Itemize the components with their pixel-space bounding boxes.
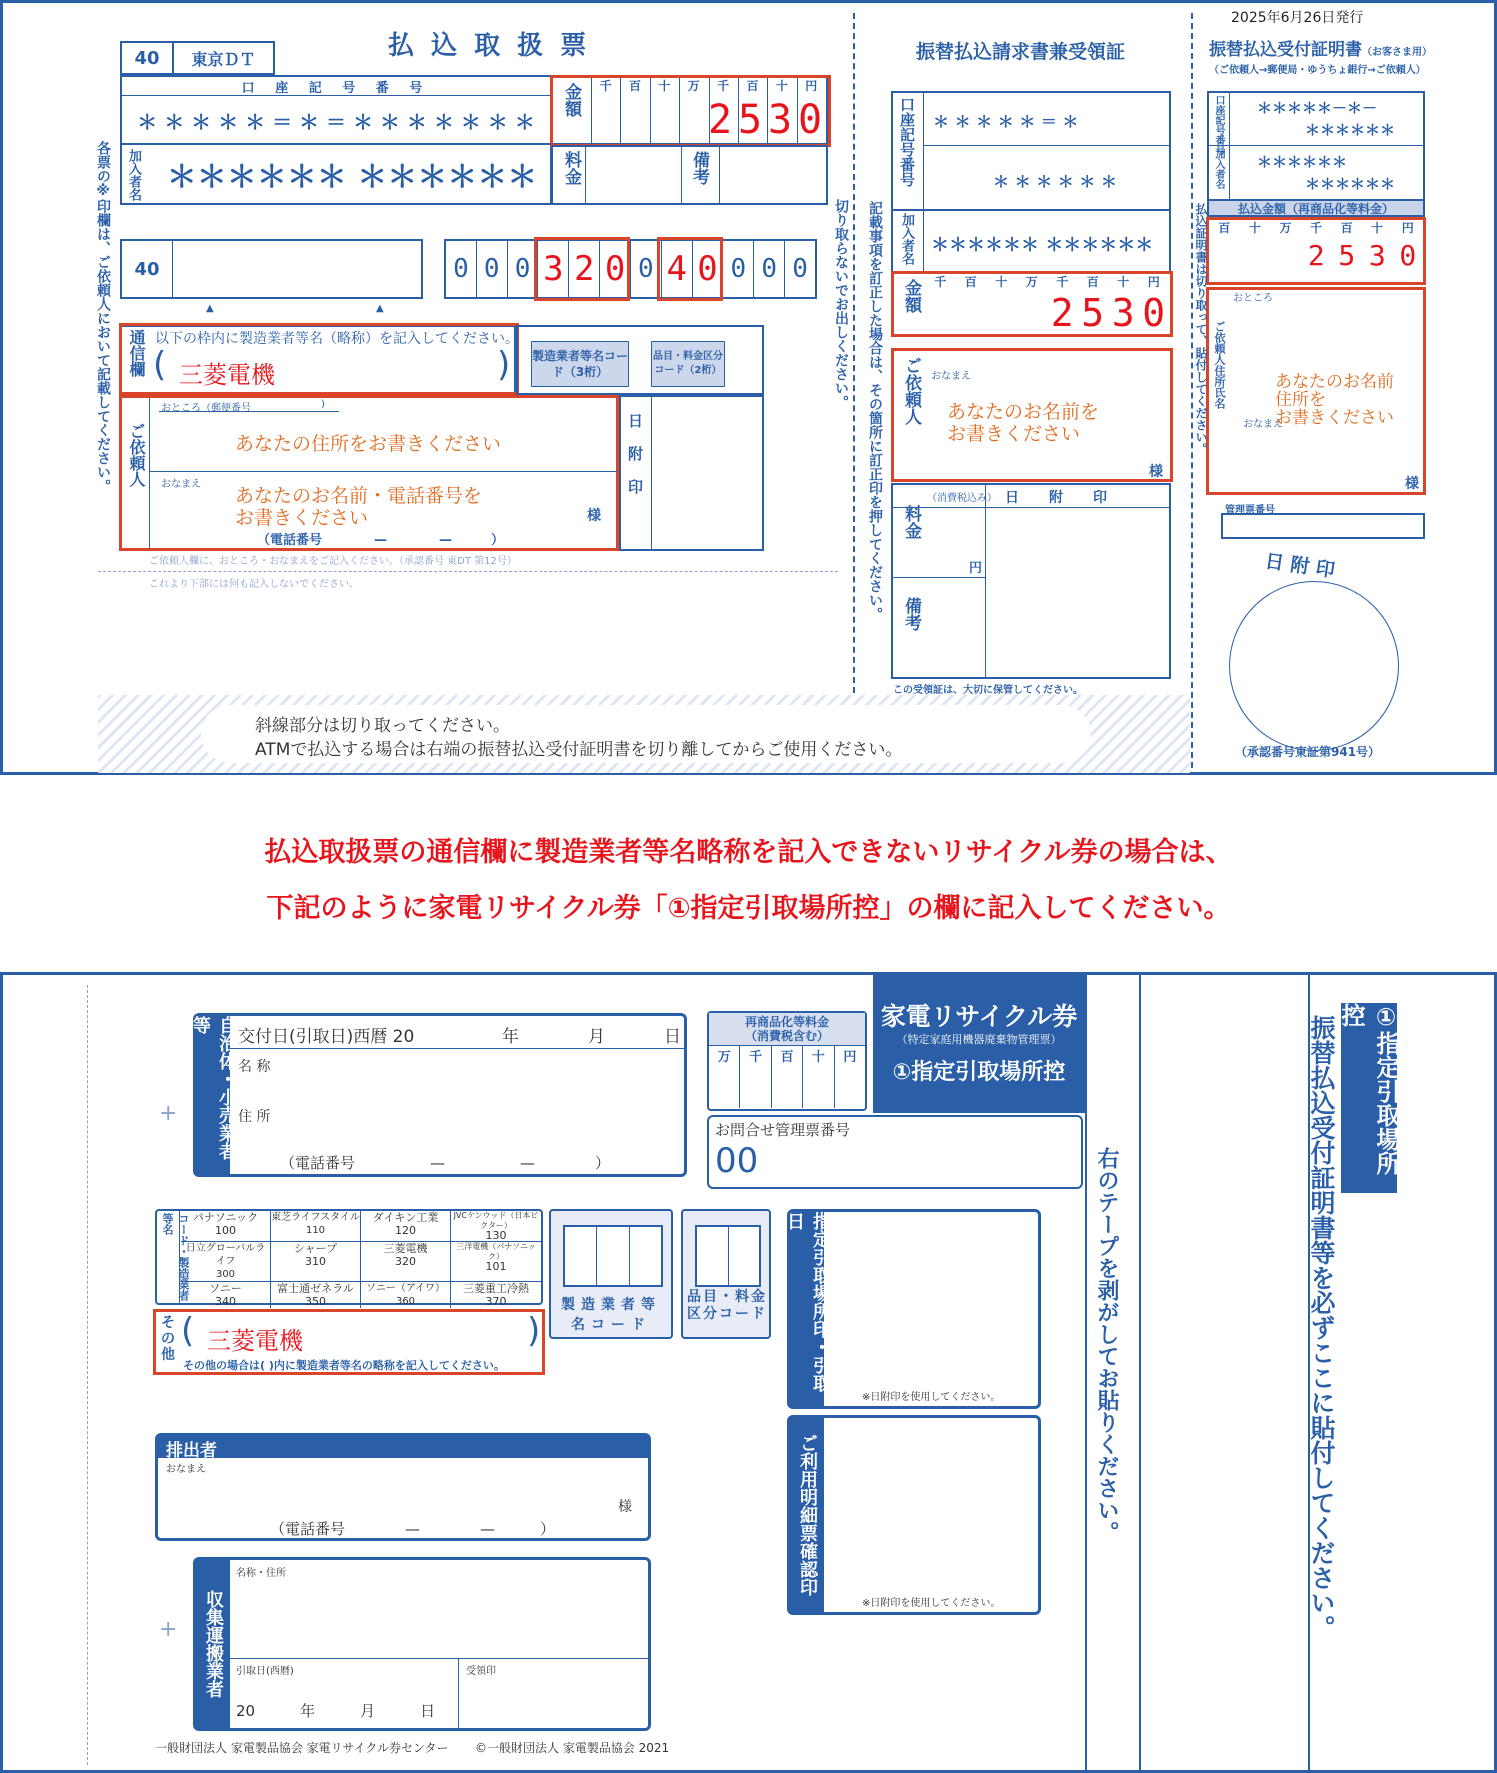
- code-digit: 0: [446, 241, 477, 297]
- crosshair-icon: +: [159, 1101, 178, 1126]
- maker-code: 110: [305, 1225, 326, 1236]
- maker-code-label: 製造業者等名コード: [561, 1297, 661, 1333]
- unit: 十: [1371, 221, 1384, 235]
- unit: 十: [1117, 275, 1130, 289]
- other-paren-right: ): [527, 1311, 541, 1351]
- amount-digit: 5: [737, 97, 763, 143]
- fee-header-2: （消費税含む）: [744, 1029, 829, 1043]
- maker-cell: [361, 1282, 451, 1308]
- maker-code: 100: [215, 1224, 236, 1237]
- other-note: その他の場合は( )内に製造業者等名の略称を記入してください。: [183, 1359, 505, 1372]
- maker-name: JVCケンウッド（日本ビクター）: [453, 1211, 539, 1230]
- cert-hint-2: 住所を: [1275, 390, 1326, 410]
- amount-digit: 5: [1081, 291, 1105, 335]
- maker-code: 130: [485, 1229, 507, 1242]
- receipt-stamp-label: 受領印: [466, 1666, 496, 1677]
- ticket-copy-name: ①指定引取場所控: [892, 1060, 1066, 1085]
- branch-code: 40: [120, 41, 174, 75]
- maker-cell: [181, 1242, 271, 1282]
- maker-cell: [181, 1211, 271, 1242]
- cert-title-small: （お客さま用）: [1362, 47, 1432, 58]
- code-digit: 2: [569, 241, 600, 297]
- right-title: ①指定引取場所控: [1341, 1003, 1397, 1193]
- unit: 円: [1401, 221, 1414, 235]
- comm-paren-right: ): [497, 345, 511, 385]
- cert-account-label: 口座記号番号: [1213, 95, 1224, 155]
- maker-code: 300: [215, 1269, 236, 1280]
- cert-hint-3: お書きください: [1275, 408, 1394, 428]
- unit: 千: [717, 79, 730, 93]
- receipt-amount-digits: [1047, 291, 1169, 335]
- arrow-up-icon: ▲: [206, 303, 214, 314]
- receipt-subscriber-label: 加入者名: [899, 213, 914, 265]
- receipt-tax-note: （消費税込み）: [927, 493, 997, 504]
- ticket-title: 家電リサイクル券: [880, 1002, 1078, 1031]
- maker-name: 東芝ライフスタイル: [271, 1212, 360, 1223]
- comm-label: 通信欄: [127, 329, 146, 377]
- cert-address-small: おところ: [1233, 293, 1273, 304]
- unit: 百: [772, 1046, 803, 1108]
- maker-cell: [451, 1242, 541, 1282]
- receipt-yen: 円: [969, 561, 983, 576]
- fee-header-1: 再商品化等料金: [744, 1015, 829, 1029]
- maker-table: [155, 1209, 543, 1308]
- cert-stamp-label: 日 附 印: [1263, 550, 1337, 582]
- unit: 百: [1218, 221, 1231, 235]
- comm-paren-left: (: [153, 345, 167, 385]
- footer-left: 一般財団法人 家電製品協会 家電リサイクル券センター: [155, 1741, 449, 1755]
- cert-side-note: 払込証明書は切り取って、貼付してください。: [1194, 203, 1208, 455]
- perforation-note: 切り取らないでお出しください。: [833, 199, 849, 409]
- usage-box: [787, 1415, 1041, 1615]
- address-label: 住 所: [238, 1109, 271, 1125]
- designated-stamp-note: ※日附印を使用してください。: [862, 1392, 1001, 1403]
- receipt-name-small: おなまえ: [931, 371, 971, 382]
- receipt-account-1: ＊ ＊ ＊ ＊ ＊ ＝ ＊: [933, 112, 1079, 131]
- usage-stamp-note: ※日附印を使用してください。: [862, 1598, 1001, 1609]
- receipt-subscriber-name: ＊＊＊＊＊＊ ＊＊＊＊＊＊: [931, 235, 1154, 256]
- account-header: 口 座 記 号 番 号: [122, 77, 550, 96]
- name-label: 名 称: [238, 1059, 271, 1075]
- code-digit: 0: [693, 241, 724, 297]
- maker-cell: [451, 1211, 541, 1242]
- pickup-date-value: 20 年 月 日: [236, 1702, 436, 1720]
- sama: 様: [587, 508, 601, 524]
- item-code-highlight: [657, 237, 723, 301]
- maker-cell: [361, 1211, 451, 1242]
- maker-cell: [181, 1282, 271, 1308]
- requester-box: [119, 395, 619, 551]
- account-number: ＊ ＊ ＊ ＊ ＊ ＝ ＊ ＝ ＊ ＊ ＊ ＊ ＊ ＊ ＊: [137, 109, 535, 134]
- issue-month: 月: [588, 1027, 605, 1047]
- other-paren-left: (: [181, 1311, 195, 1351]
- recycle-ticket: [0, 972, 1497, 1773]
- designated-label: 指定引取場所印・引取日: [790, 1212, 824, 1406]
- comm-instruction: 以下の枠内に製造業者等名（略称）を記入してください。: [155, 331, 519, 347]
- subscriber-label: 加入者名: [126, 149, 141, 201]
- issue-date-label: 交付日(引取日)西暦 20: [238, 1027, 415, 1047]
- cert-amount-digits: [1301, 239, 1423, 272]
- bottom-note-2: これより下部には何も記入しないでください。: [149, 579, 359, 590]
- cert-hint-1: あなたのお名前: [1275, 372, 1394, 392]
- unit: 十: [995, 275, 1008, 289]
- atm-note-1: 斜線部分は切り取ってください。: [255, 716, 510, 736]
- receipt-account-label: 口座記号番号: [898, 97, 916, 187]
- name-hint-2: お書きください: [235, 507, 369, 529]
- cert-approval: （承認番号東証第941号）: [1235, 745, 1381, 759]
- maker-code: 120: [395, 1224, 416, 1237]
- maker-name: 三菱電機: [383, 1242, 428, 1255]
- amount-digits: [705, 97, 825, 143]
- collector-label: 収集運搬業者: [196, 1560, 230, 1728]
- crosshair-icon: +: [159, 1617, 178, 1642]
- arrow-up-icon: ▲: [376, 303, 384, 314]
- receipt-amount-label: 金額: [901, 279, 921, 313]
- inquiry-box: [707, 1115, 1083, 1189]
- amount-digit: 2: [707, 97, 733, 143]
- usage-label: ご利用明細票確認印: [790, 1418, 824, 1612]
- pickup-date-label: 引取日(西暦): [236, 1666, 294, 1677]
- left-side-note: 各票の※印欄は、ご依頼人において記載してください。: [95, 141, 111, 493]
- collector-box: [193, 1557, 651, 1731]
- code-digit: 0: [792, 254, 808, 284]
- cert-requester-label: ご依頼人住所氏名: [1213, 321, 1226, 409]
- maker-code: 101: [485, 1260, 507, 1273]
- cert-account-2: ＊＊＊＊＊＊: [1305, 121, 1396, 139]
- cert-sama: 様: [1405, 476, 1419, 492]
- bottom-note-1: ご依頼人欄に、おところ・おなまえをご記入ください。（承認番号 東DT 第12号）: [149, 556, 517, 567]
- receipt-account-2: ＊ ＊ ＊ ＊ ＊ ＊: [993, 172, 1117, 191]
- item-code-label: 品目・料金区分コード: [687, 1289, 767, 1322]
- maker-name: ソニー: [209, 1282, 242, 1295]
- discharger-phone: （電話番号 — — ）: [270, 1520, 556, 1538]
- maker-grid: [181, 1211, 541, 1308]
- maker-name: 三洋電機（パナソニック）: [456, 1242, 536, 1261]
- fee-label: 料金: [561, 151, 581, 185]
- code-digit: 0: [723, 241, 754, 297]
- discharger-box: [155, 1433, 651, 1541]
- cert-stamp-circle: [1229, 581, 1399, 751]
- inquiry-label: お問合せ管理票番号: [715, 1121, 851, 1139]
- maker-code-label: 製造業者等名コード（3桁）: [531, 341, 629, 387]
- receipt-title: 振替払込請求書兼受領証: [916, 41, 1126, 63]
- receipt-subscriber-box: [891, 209, 1171, 273]
- unit: 十: [1248, 221, 1261, 235]
- code-side-label: コード・製造業者等名: [161, 1213, 190, 1301]
- unit: 円: [1147, 275, 1160, 289]
- fee-units: [709, 1045, 865, 1108]
- unit: 百: [746, 79, 759, 93]
- fee-box: [707, 1011, 867, 1111]
- maker-cell: [271, 1282, 361, 1308]
- unit: 万: [1025, 275, 1038, 289]
- receipt-fee-box: [891, 483, 1171, 679]
- unit: 百: [1086, 275, 1099, 289]
- code-row-digits: [444, 239, 817, 299]
- receipt-requester-label: ご依頼人: [901, 357, 921, 425]
- unit: 十: [658, 79, 671, 93]
- maker-code: 360: [395, 1296, 416, 1307]
- unit: 万: [1279, 221, 1292, 235]
- date-stamp-label: 日附印: [626, 413, 644, 512]
- other-label: その他: [161, 1315, 175, 1363]
- unit: 万: [709, 1046, 740, 1108]
- unit: 千: [934, 275, 947, 289]
- name-small-label: おなまえ: [161, 479, 201, 490]
- instruction-line-2: 下記のように家電リサイクル券「①指定引取場所控」の欄に記入してください。: [266, 893, 1231, 924]
- inquiry-value: 00: [715, 1141, 759, 1181]
- unit: 円: [805, 79, 818, 93]
- maker-name: ソニー（アイワ）: [366, 1283, 445, 1294]
- subscriber-name: ＊＊＊＊＊＊ ＊＊＊＊＊＊: [166, 160, 538, 195]
- maker-code: 370: [485, 1295, 507, 1308]
- maker-name: 三菱重工冷熱: [463, 1282, 529, 1295]
- maker-code: 310: [305, 1255, 326, 1268]
- subscriber-box: [120, 143, 552, 205]
- maker-code: 350: [305, 1295, 326, 1308]
- maker-code-highlight: [534, 237, 630, 301]
- unit: 円: [843, 1050, 857, 1065]
- unit: 百: [629, 79, 642, 93]
- atm-note-2: ATMで払込する場合は右端の振替払込受付証明書を切り離してからご使用ください。: [255, 740, 903, 760]
- ticket-title-block: [873, 975, 1085, 1113]
- unit: 千: [740, 1046, 771, 1108]
- receipt-hint-2: お書きください: [947, 423, 1081, 445]
- municipality-label: 自治体・小売業者等: [196, 1016, 230, 1174]
- code-digit: 3: [538, 241, 569, 297]
- name-hint-1: あなたのお名前・電話番号を: [235, 485, 483, 507]
- unit: 十: [803, 1046, 834, 1108]
- amount-digit: 0: [797, 97, 823, 143]
- maker-name: ダイキン工業: [372, 1211, 439, 1224]
- designated-box: [784, 1209, 1041, 1409]
- cert-amount-units: [1209, 219, 1423, 236]
- maker-cell: [361, 1242, 451, 1282]
- discharger-label: 排出者: [158, 1436, 648, 1458]
- cert-subscriber-1: ＊＊＊＊＊＊: [1257, 153, 1348, 171]
- discharger-name-small: おなまえ: [166, 1464, 206, 1475]
- cert-subscriber-label: 加入者名: [1213, 149, 1224, 189]
- address-small-label: おところ（郵便番号: [161, 403, 251, 414]
- maker-name: パナソニック: [192, 1211, 259, 1224]
- unit: 百: [1340, 221, 1353, 235]
- amount-digit: 2: [1050, 291, 1074, 335]
- cert-title: [1209, 35, 1432, 60]
- discharger-sama: 様: [618, 1499, 632, 1515]
- code-digit: 4: [662, 241, 693, 297]
- maker-code-box: [549, 1209, 673, 1339]
- account-box: [120, 75, 552, 145]
- cert-account-box: [1207, 91, 1425, 201]
- receipt-date-stamp-label: 日 附 印: [1005, 490, 1115, 506]
- address-hint: あなたの住所をお書きください: [235, 433, 502, 455]
- receipt-side-note: 記載事項を訂正した場合は、その箇所に訂正印を押してください。: [867, 201, 883, 621]
- unit: 千: [599, 79, 612, 93]
- receipt-fee-label: 料金: [901, 505, 921, 539]
- receipt-keep-note: この受領証は、大切に保管してください。: [893, 685, 1083, 696]
- maker-cell: [271, 1242, 361, 1282]
- cert-mgmt-box: [1221, 513, 1425, 539]
- code-digit: 0: [477, 241, 508, 297]
- municipality-box: [190, 1013, 687, 1177]
- cert-account-1: ＊＊＊＊＊－＊－: [1257, 99, 1378, 117]
- code-digit: 0: [631, 241, 662, 297]
- cert-route: （ご依頼人→郵便局・ゆうちょ銀行→ご依頼人）: [1209, 65, 1426, 76]
- phone-label: （電話番号 — — ）: [257, 533, 505, 548]
- maker-cell: [451, 1282, 541, 1308]
- fee-box: [551, 145, 828, 205]
- amount-digit: 0: [1399, 239, 1417, 272]
- code-digit: 0: [600, 241, 631, 297]
- cert-subscriber-2: ＊＊＊＊＊＊: [1305, 175, 1396, 193]
- code-digit: 0: [508, 241, 539, 297]
- instruction-line-1: 払込取扱票の通信欄に製造業者等名略称を記入できないリサイクル券の場合は、: [264, 837, 1233, 868]
- receipt-hint-1: あなたのお名前を: [947, 401, 1100, 423]
- tape-note: 右のテープを剥がしてお貼りください。: [1094, 1147, 1119, 1543]
- other-value: 三菱電機: [207, 1327, 303, 1355]
- ticket-subtitle: （特定家庭用機器廃棄物管理票）: [896, 1033, 1062, 1046]
- comm-value: 三菱電機: [179, 361, 275, 389]
- receipt-account-box: [891, 91, 1171, 211]
- maker-code: 320: [395, 1255, 416, 1268]
- requester-label: ご依頼人: [127, 423, 146, 487]
- unit: 千: [1056, 275, 1069, 289]
- unit: 万: [687, 79, 700, 93]
- remarks-label: 備考: [689, 151, 709, 185]
- amount-digit: 5: [1338, 239, 1356, 272]
- maker-name: シャープ: [293, 1242, 338, 1255]
- issue-date: 2025年6月26日発行: [1231, 10, 1364, 26]
- receipt-sama: 様: [1149, 464, 1163, 480]
- code-left: 40: [122, 241, 173, 297]
- branch-name: 東京ＤＴ: [172, 41, 275, 75]
- date-stamp-box: [619, 395, 764, 551]
- right-note: 振替払込受付証明書等を必ずここに貼付してください。: [1307, 1015, 1336, 1640]
- footer-right: ©一般財団法人 家電製品協会 2021: [475, 1741, 670, 1755]
- collector-name-label: 名称・住所: [236, 1568, 286, 1579]
- unit: 十: [775, 79, 788, 93]
- unit: 百: [964, 275, 977, 289]
- receipt-amount-units: [925, 273, 1169, 290]
- amount-digit: 3: [1111, 291, 1135, 335]
- item-code-label: 品目・料金区分コード（2桁）: [651, 341, 725, 387]
- maker-cell: [271, 1211, 361, 1242]
- issue-year: 年: [502, 1027, 519, 1047]
- slip-title: 払 込 取 扱 票: [388, 31, 591, 61]
- receipt-remarks-label: 備考: [901, 597, 921, 631]
- cert-title-text: 振替払込受付証明書: [1209, 40, 1362, 60]
- code-digit: 0: [754, 241, 785, 297]
- unit: 千: [1310, 221, 1323, 235]
- amount-digit: 3: [1368, 239, 1386, 272]
- cert-mgmt-label: 管理票番号: [1225, 505, 1275, 516]
- amount-digit: 0: [1142, 291, 1166, 335]
- phone-label: （電話番号 — — ）: [280, 1154, 611, 1172]
- item-code-box: [681, 1209, 771, 1339]
- maker-name: 富士通ゼネラル: [277, 1282, 354, 1295]
- maker-name: 日立グローバルライフ: [185, 1243, 266, 1267]
- amount-label: 金額: [561, 83, 581, 117]
- issue-day: 日: [664, 1027, 681, 1047]
- cert-amount-header: 払込金額（再商品化等料金）: [1207, 199, 1425, 217]
- amount-digit: 3: [767, 97, 793, 143]
- top-slip: 2025年6月26日発行 払 込 取 扱 票 40 東京ＤＴ 口 座 記 号 番 号 ＊ ＊ ＊ ＊ ＊ ＝ ＊ ＝ ＊ ＊ ＊ ＊ ＊ ＊ ＊ 加入者名 ＊＊＊＊＊＊ ＊＊＊＊＊＊ 金額 千 百 十 万 千 百 十 円 2 5 3 0 料金 備考 各票の※印欄は、ご依頼人において記載してください。 40 ▲ ▲ 0 0 0 3 2 0 0 4 0 0 0 0 通信欄 以下の枠内に製造業者等名（略称）を記入してください。 ( 三菱電機 ) 製造業者等名コード（3桁） 品目・料金区分コード（2桁） ご依頼人 おところ（郵便番号 ) あなたの住所をお書きください おなまえ あなたのお名前・電話番号を お書きください 様 （電話番号 — — ） 日附印 ご依頼人欄に、おところ・おなまえをご記入ください。（承認番号 東DT 第12号） これより下部には何も記入しないでください。 切り取らないでお出しください。 斜線部分は切り取ってください。 ATMで払込する場合は右端の振替払込受付証明書を切り離してからご使用ください。 振替払込請求書兼受領証 口座記号番号 ＊ ＊ ＊ ＊ ＊ ＝ ＊ ＊ ＊ ＊ ＊ ＊ ＊ 加入者名 ＊＊＊＊＊＊ ＊＊＊＊＊＊ 記載事項を訂正した場合は、その箇所に訂正印を押してください。 金額 千 百 十 万 千 百 十 円 2 5 3 0 ご依頼人 おなまえ あなたのお名前を お書きください 様 料金 備考 （消費税込み） 円 日 附 印 この受領証は、大切に保管してください。 振替払込受付証明書（お客さま用） （ご依頼人→郵便局・ゆうちょ銀行→ご依頼人） 口座記号番号 加入者名 ＊＊＊＊＊－＊－ ＊＊＊＊＊＊ ＊＊＊＊＊＊ ＊＊＊＊＊＊ 払込金額（再商品化等料金） 百 十 万 千 百 十 円 2 5 3 0 ご依頼人住所氏名 おところ おなまえ あなたのお名前 住所を お書きください 様 払込証明書は切り取って、貼付してください。 管理票番号 日 附 印 （承認番号東証第941号）: [0, 0, 1497, 775]
- cert-name-small: おなまえ: [1243, 419, 1283, 430]
- maker-code: 340: [215, 1295, 236, 1308]
- code-row-left: [120, 239, 423, 299]
- amount-digit: 2: [1307, 239, 1325, 272]
